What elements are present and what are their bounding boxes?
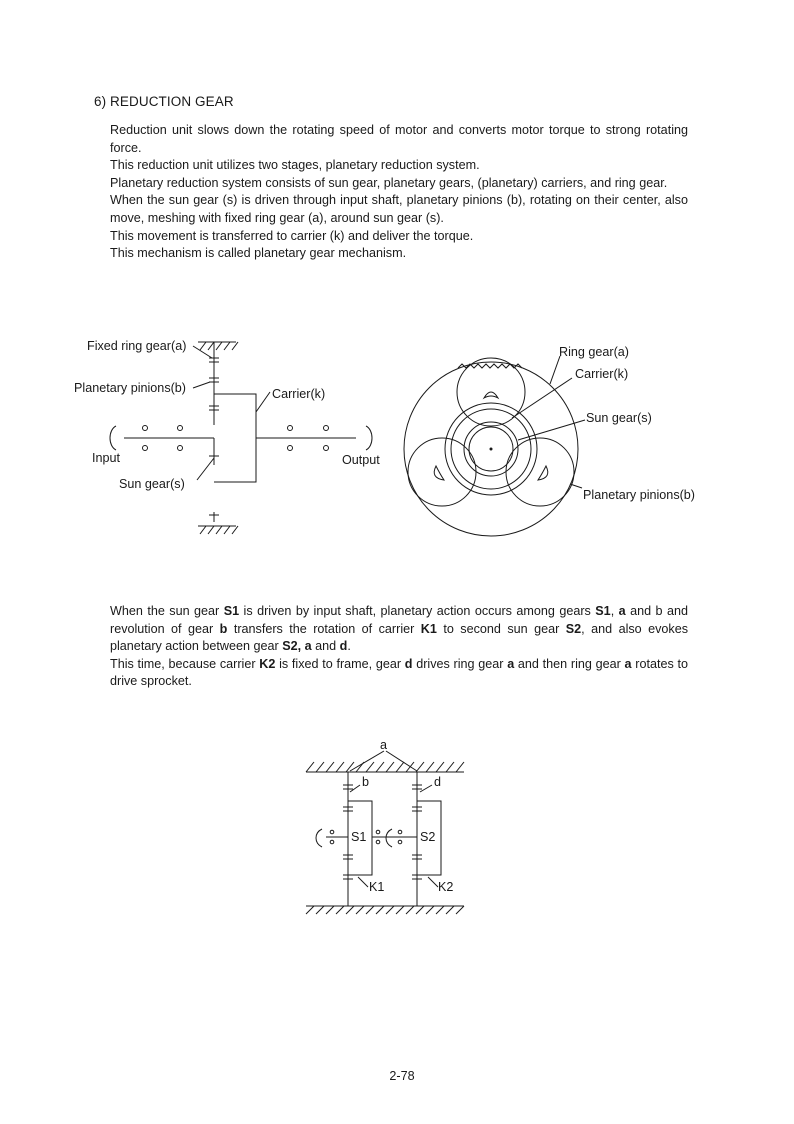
label-input: Input [92,451,121,465]
label-a: a [380,738,388,752]
intro-paragraph: Reduction unit slows down the rotating speed of motor and converts motor torque to strong rotating force. [110,123,688,155]
second-stage-text [110,603,688,691]
label-carrier-front: Carrier(k) [575,367,629,381]
label-fixed-ring-gear: Fixed ring gear(a) [87,339,187,353]
intro-paragraph: Planetary reduction system consists of sun gear, planetary gears, (planetary) carriers, and ring gear. [110,175,668,190]
text-run: and revolution of gear [110,604,689,636]
gear-ref: S2, [282,639,302,654]
label-k2: K2 [438,880,454,894]
intro-paragraph: This mechanism is called planetary gear mechanism. [110,246,407,261]
gear-ref: a [624,656,632,671]
text-run: planetary action between gear [110,639,283,654]
gear-ref: S1 [223,604,240,618]
text-run: , and also evokes [581,621,689,636]
gear-ref: K1 [420,621,437,636]
two-stage-reduction-diagram [300,735,480,925]
text-run: . [347,639,351,654]
text-run: rotates to drive sprocket. [110,656,689,689]
gear-ref: b [219,621,228,636]
gear-ref: d [404,656,413,671]
label-sun-gear-front: Sun gear(s) [586,411,652,425]
text-run: When the sun gear [110,604,224,618]
intro-text [110,122,688,263]
gear-ref: S2 [565,621,582,636]
gear-ref: a [507,656,515,671]
gear-ref: a [618,604,626,618]
label-s2: S2 [420,830,436,844]
planetary-schematic-diagram [60,330,400,550]
intro-paragraph: This movement is transferred to carrier (k) and deliver the torque. [110,228,474,243]
label-d: d [434,775,442,789]
label-planetary-pinions-front: Planetary pinions(b) [583,488,696,502]
text-run: to second sun gear [436,621,566,636]
label-ring-gear: Ring gear(a) [559,345,629,359]
label-b: b [362,775,370,789]
label-s1: S1 [351,830,367,844]
text-run: is driven by input shaft, planetary action occurs among gears [239,604,596,618]
label-k1: K1 [369,880,385,894]
text-run: and then ring gear [514,656,625,671]
text-run: , [610,604,619,618]
intro-paragraph: When the sun gear (s) is driven through input shaft, planetary pinions (b), rotating on their center, also move, meshing with fixed ring gear (a), around sun gear (s). [110,193,688,225]
gear-ref: S1 [595,604,611,618]
text-run: This time, because carrier [110,656,260,671]
text-run: transfers the rotation of carrier [227,621,421,636]
second-stage-paragraph [110,603,688,656]
gear-ref: d [339,639,348,654]
text-run: drives ring gear [412,656,508,671]
label-carrier: Carrier(k) [272,387,326,401]
text-run: is fixed to frame, gear [275,656,405,671]
section-heading: 6) REDUCTION GEAR [94,94,234,109]
gear-ref: K2 [259,656,276,671]
label-output: Output [342,453,380,467]
planetary-front-view-diagram [400,336,720,536]
text-run: and [311,639,340,654]
second-stage-paragraph [110,656,688,691]
page-number: 2-78 [389,1069,415,1083]
gear-ref: a [301,639,312,654]
label-sun-gear: Sun gear(s) [119,477,185,491]
intro-paragraph: This reduction unit utilizes two stages, planetary reduction system. [110,158,480,173]
label-planetary-pinions: Planetary pinions(b) [74,381,187,395]
text-run: and b [625,604,663,618]
